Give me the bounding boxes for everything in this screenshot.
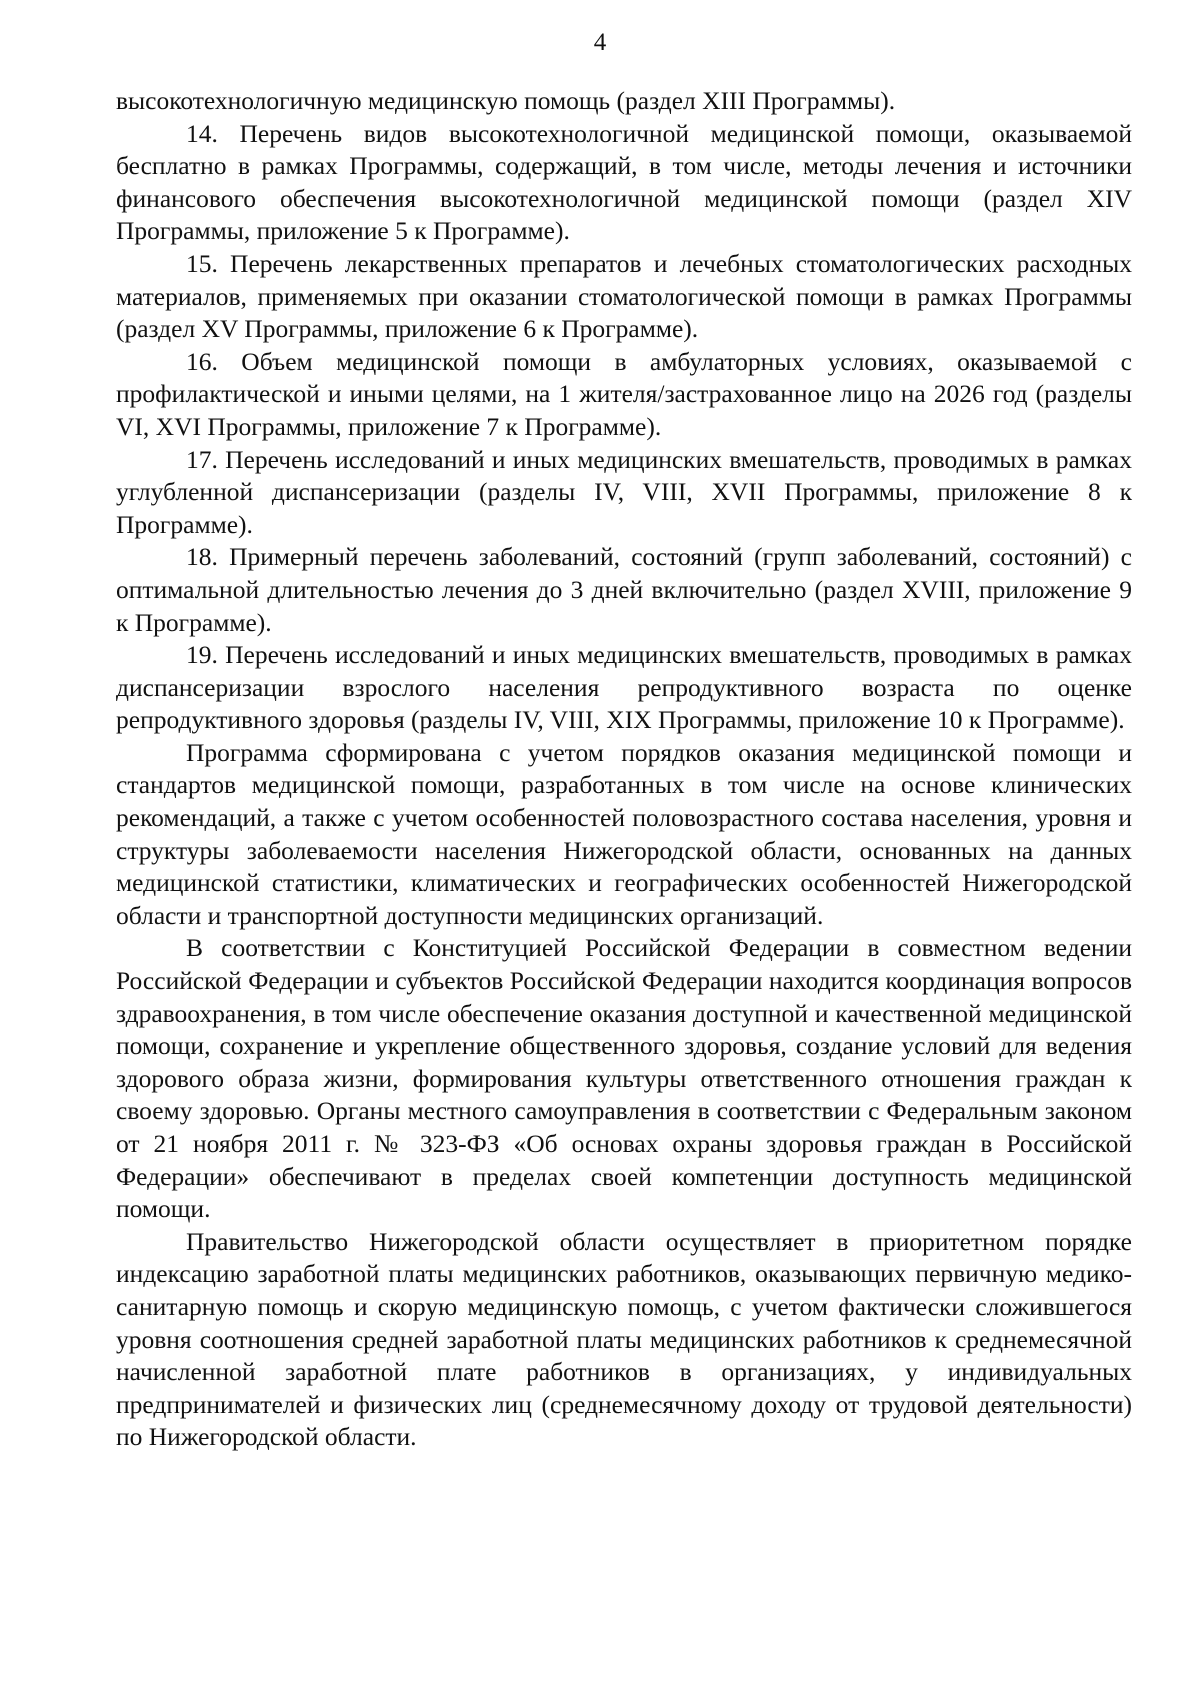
paragraph-continuation: высокотехнологичную медицинскую помощь (раздел XIII Программы).	[116, 86, 896, 115]
list-item-16: 16. Объем медицинской помощи в амбулаторных условиях, оказываемой с профилактической и иными целями, на 1 жителя/застрахованное лицо на 2026 год (разделы VI, XVI Программы, приложение 7 к Программе).	[116, 346, 1132, 441]
paragraph-salary-indexation: Правительство Нижегородской области осуществляет в приоритетном порядке индексацию заработной платы медицинских работников, оказывающих первичную медико-санитарную помощь и скорую медицинскую помощь, с учетом фактически сложившегося уровня соотношения средней заработной платы медицинских работников к среднемесячной начисленной заработной плате работников в организациях, у индивидуальных предпринимателей и физических лиц (среднемесячному доходу от трудовой деятельности) по Нижегородской области.	[116, 1226, 1132, 1452]
list-item-18: 18. Примерный перечень заболеваний, состояний (групп заболеваний, состояний) с оптимальной длительностью лечения до 3 дней включительно (раздел XVIII, приложение 9 к Программе).	[116, 542, 1132, 637]
document-body	[116, 85, 1132, 1454]
paragraph-program-formation: Программа сформирована с учетом порядков оказания медицинской помощи и стандартов медицинской помощи, разработанных в том числе на основе клинических рекомендаций, а также с учетом особенностей половозрастного состава населения, уровня и структуры заболеваемости населения Нижегородской области, основанных на данных медицинской статистики, климатических и географических особенностей Нижегородской области и транспортной доступности медицинских организаций.	[116, 737, 1132, 930]
page-number: 4	[593, 29, 607, 56]
list-item-15: 15. Перечень лекарственных препаратов и лечебных стоматологических расходных материалов, применяемых при оказании стоматологической помощи в рамках Программы (раздел XV Программы, приложение 6 к Программе).	[116, 248, 1132, 344]
list-item-19: 19. Перечень исследований и иных медицинских вмешательств, проводимых в рамках диспансеризации взрослого населения репродуктивного возраста по оценке репродуктивного здоровья (разделы IV, VIII, XIX Программы, приложение 10 к Программе).	[116, 640, 1132, 735]
list-item-17: 17. Перечень исследований и иных медицинских вмешательств, проводимых в рамках углубленной диспансеризации (разделы IV, VIII, XVII Программы, приложение 8 к Программе).	[116, 444, 1132, 539]
list-item-14: 14. Перечень видов высокотехнологичной медицинской помощи, оказываемой бесплатно в рамках Программы, содержащий, в том числе, методы лечения и источники финансового обеспечения высокотехнологичной медицинской помощи (раздел XIV Программы, приложение 5 к Программе).	[116, 118, 1132, 246]
paragraph-constitution: В соответствии с Конституцией Российской Федерации в совместном ведении Российской Федерации и субъектов Российской Федерации находится координация вопросов здравоохранения, в том числе обеспечение оказания доступной и качественной медицинской помощи, сохранение и укрепление общественного здоровья, создание условий для ведения здорового образа жизни, формирования культуры ответственного отношения граждан к своему здоровью. Органы местного самоуправления в соответствии с Федеральным законом от 21 ноября 2011 г. № 323-ФЗ «Об основах охраны здоровья граждан в Российской Федерации» обеспечивают в пределах своей компетенции доступность медицинской помощи.	[116, 933, 1132, 1224]
